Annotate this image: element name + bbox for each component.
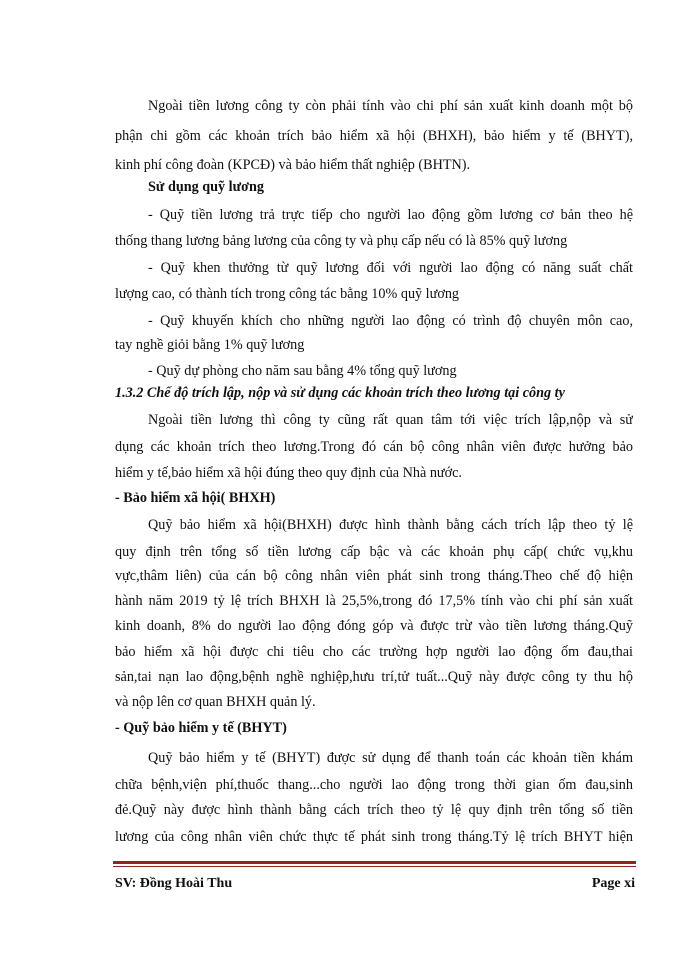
paragraph-line: sản,tai nạn lao động,bệnh nghề nghiệp,hưu trí,tử tuất...Quỹ này được công ty thu hộ	[115, 669, 633, 685]
footer-student: SV: Đồng Hoài Thu	[115, 876, 233, 891]
paragraph-line: Ngoài tiền lương thì công ty cũng rất quan tâm tới việc trích lập,nộp và sử	[148, 412, 633, 428]
paragraph-line: quy định trên tổng số tiền lương cấp bậc và các khoản phụ cấp( chức vụ,khu	[115, 544, 633, 560]
paragraph-line: hành năm 2019 tỷ lệ trích BHXH là 25,5%,trong đó 17,5% tính vào chi phí sản xuất	[115, 593, 633, 609]
list-item: tay nghề giỏi bằng 1% quỹ lương	[115, 337, 305, 353]
list-item: - Quỹ tiền lương trả trực tiếp cho người lao động gồm lương cơ bản theo hệ	[148, 207, 633, 223]
paragraph-line: bảo hiểm xã hội được chi tiêu cho các trường hợp người lao động ốm đau,thai	[115, 644, 633, 660]
paragraph-line: đẻ.Quỹ này được hình thành bằng cách trích theo tỷ lệ quy định trên tổng số tiền	[115, 802, 633, 818]
section-heading: Sử dụng quỹ lương	[148, 179, 264, 195]
list-item: - Quỹ khen thưởng từ quỹ lương đối với người lao động có năng suất chất	[148, 260, 633, 276]
paragraph-line: vực,thâm liên) của cán bộ công nhân viên phát sinh trong tháng.Theo chế độ hiện	[115, 568, 633, 584]
footer-rule-thick	[113, 861, 636, 864]
paragraph-line: và nộp lên cơ quan BHXH quản lý.	[115, 694, 316, 710]
paragraph-line: kinh doanh, 8% do người lao động đóng góp và được trừ vào tiền lương tháng.Quỹ	[115, 618, 633, 634]
list-item: lượng cao, có thành tích trong công tác bằng 10% quỹ lương	[115, 286, 460, 302]
paragraph-line: chữa bệnh,viện phí,thuốc thang...cho người lao động trong thời gian ốm đau,sinh	[115, 777, 633, 793]
paragraph-line: Quỹ bảo hiểm xã hội(BHXH) được hình thành bằng cách trích lập theo tỷ lệ	[148, 517, 633, 533]
paragraph-line: dụng các khoản trích theo lương.Trong đó cán bộ công nhân viên được hưởng bảo	[115, 439, 633, 455]
paragraph-line: phận chi gồm các khoản trích bảo hiểm xã hội (BHXH), bảo hiểm y tế (BHYT),	[115, 128, 633, 144]
paragraph-line: Ngoài tiền lương công ty còn phải tính vào chi phí sản xuất kinh doanh một bộ	[148, 98, 633, 114]
list-item: - Quỹ khuyến khích cho những người lao động có trình độ chuyên môn cao,	[148, 313, 633, 329]
paragraph-line: hiểm y tế,bảo hiểm xã hội đúng theo quy định của Nhà nước.	[115, 465, 462, 481]
list-item: - Quỹ dự phòng cho năm sau bằng 4% tổng quỹ lương	[148, 363, 457, 379]
section-heading-132: 1.3.2 Chế độ trích lập, nộp và sử dụng các khoản trích theo lương tại công ty	[115, 385, 565, 401]
list-item: thống thang lương bảng lương của công ty và phụ cấp nếu có là 85% quỹ lương	[115, 233, 568, 249]
paragraph-line: Quỹ bảo hiểm y tế (BHYT) được sử dụng để thanh toán các khoản tiền khám	[148, 750, 633, 766]
paragraph-line: lương của công nhân viên chức thực tế phát sinh trong tháng.Tỷ lệ trích BHYT hiện	[115, 829, 633, 845]
footer-rule-thin	[113, 866, 636, 867]
footer-page-number: Page xi	[591, 876, 635, 891]
section-heading-bhyt: - Quỹ bảo hiểm y tế (BHYT)	[115, 720, 287, 736]
paragraph-line: kinh phí công đoàn (KPCĐ) và bảo hiểm thất nghiệp (BHTN).	[115, 157, 471, 173]
section-heading-bhxh: - Bảo hiểm xã hội( BHXH)	[115, 490, 276, 506]
